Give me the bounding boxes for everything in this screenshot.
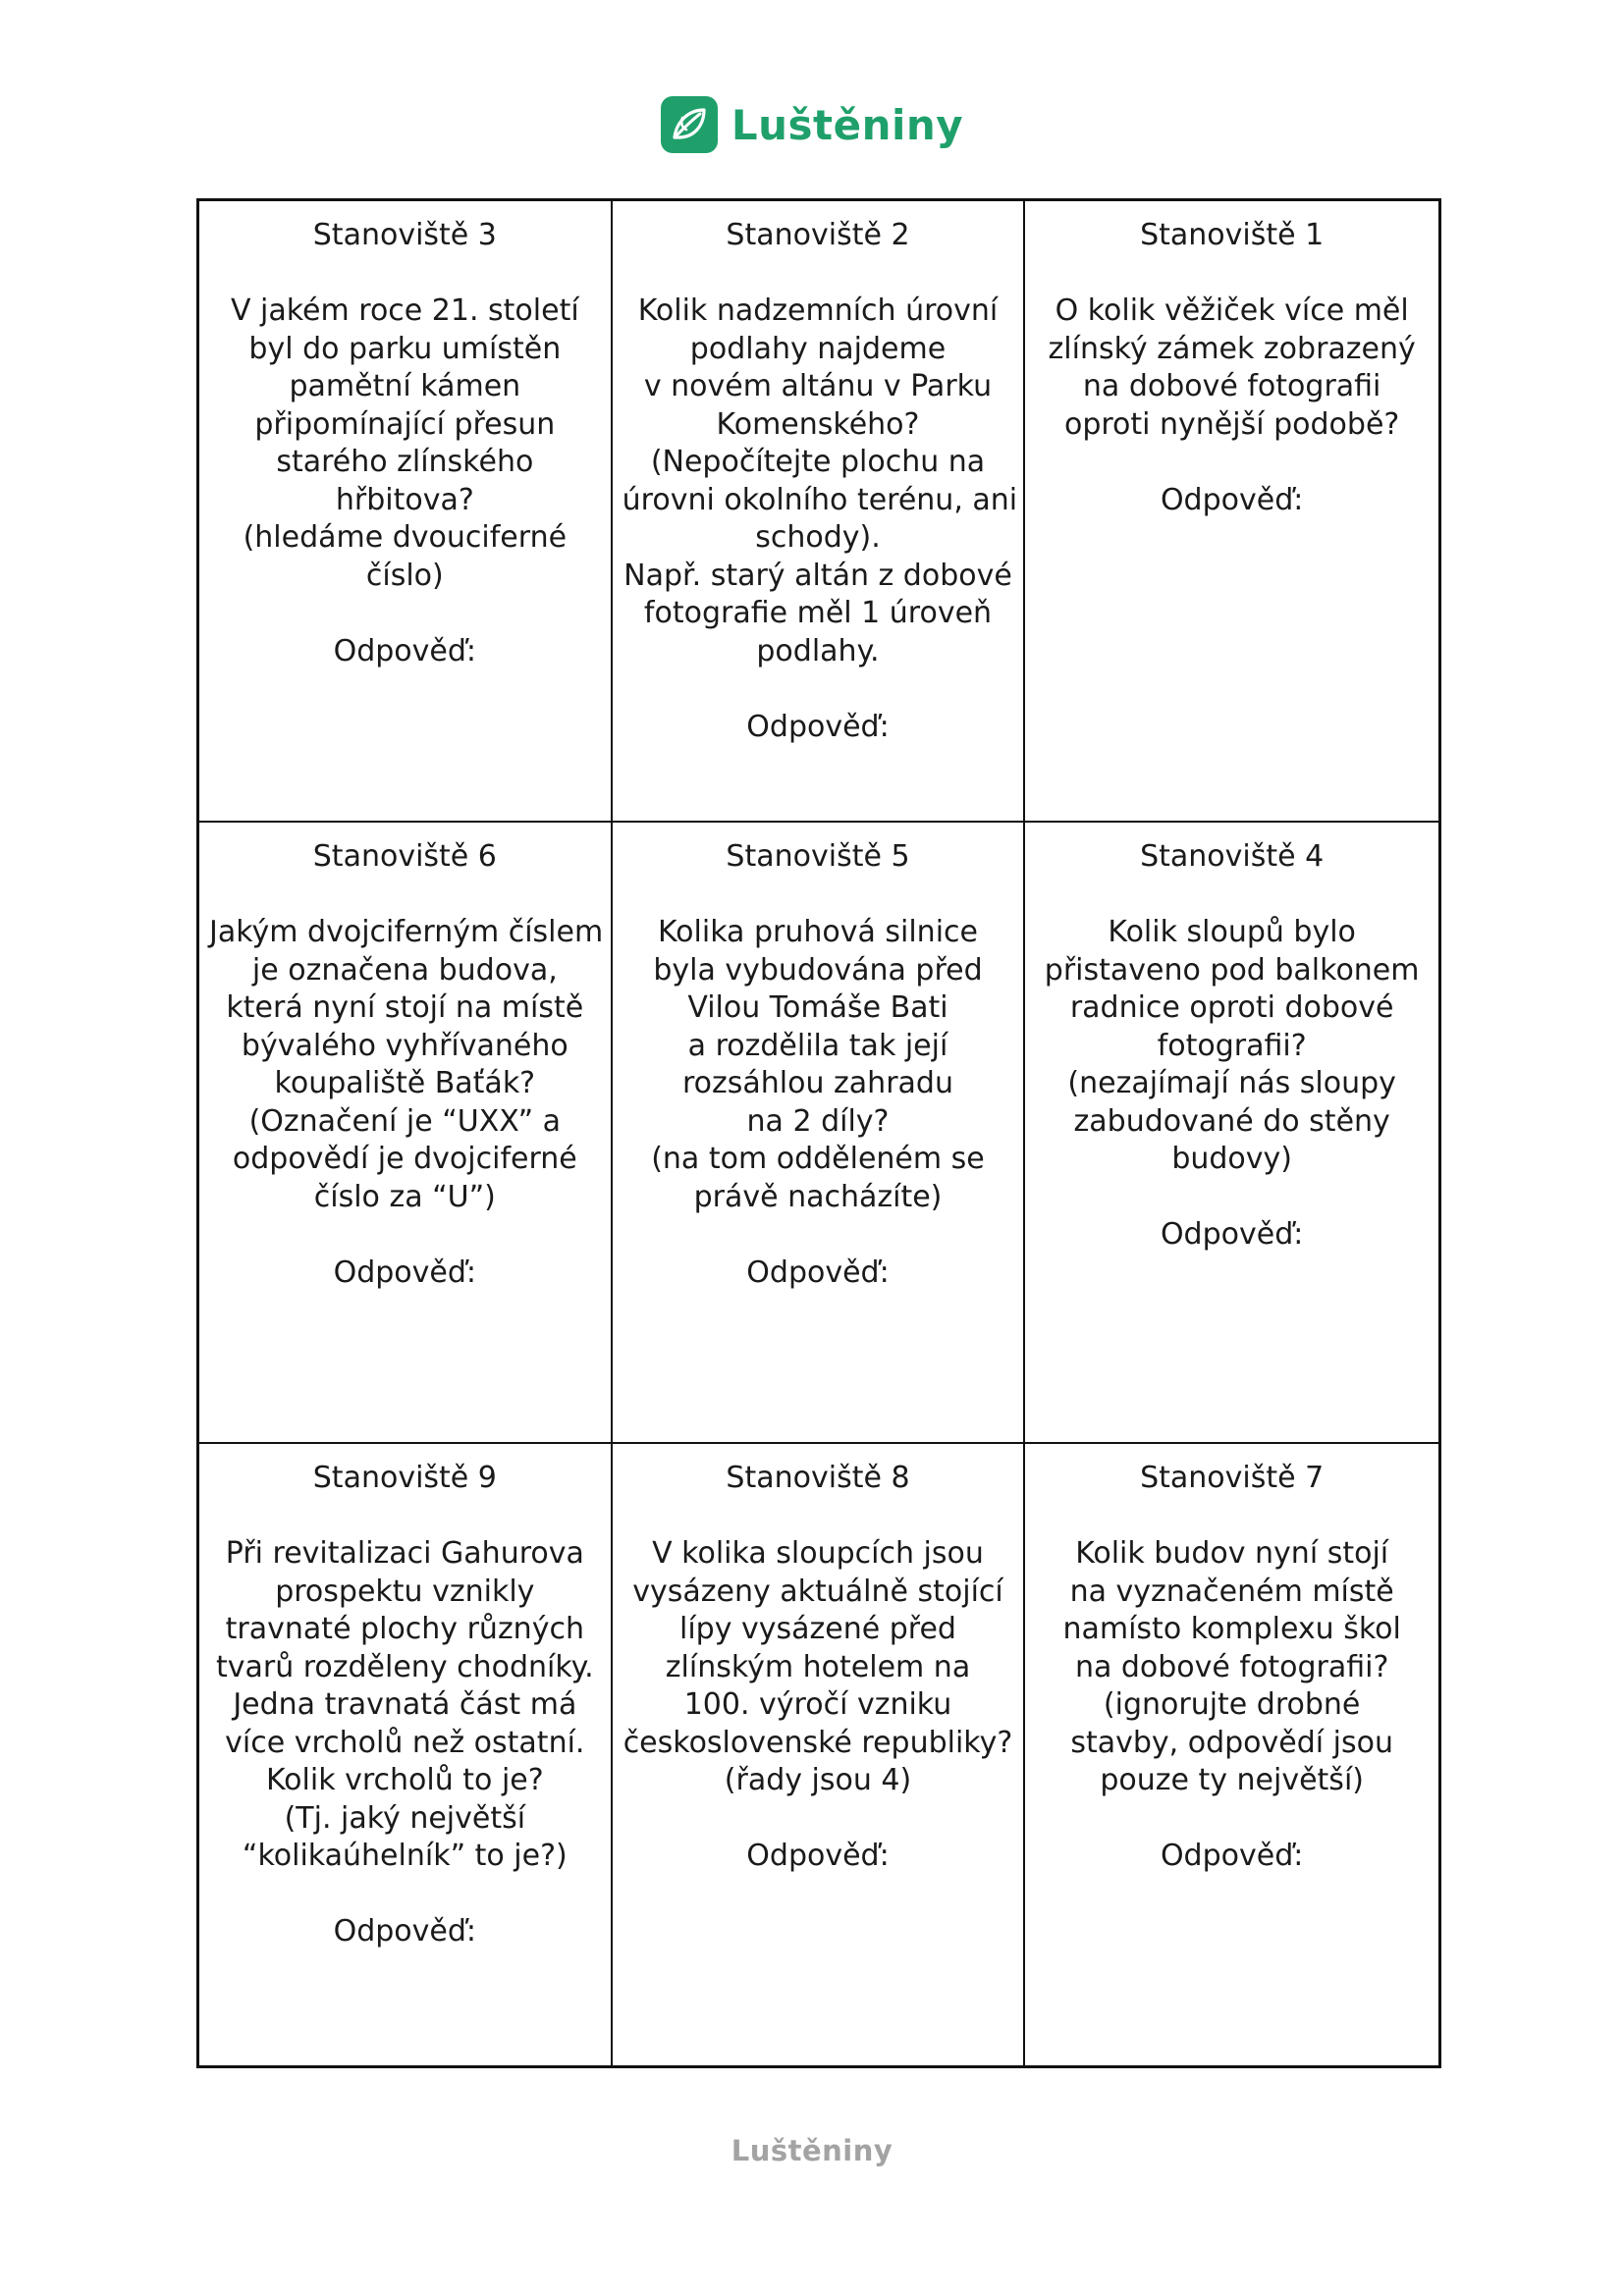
question-line: travnaté plochy různých (225, 1612, 584, 1646)
question-line: Např. starý altán z dobové (623, 558, 1012, 593)
question-line: číslo za “U”) (313, 1179, 496, 1214)
answer-label: Odpověď: (333, 633, 477, 668)
station-question (209, 914, 604, 1216)
question-line: připomínající přesun (254, 406, 556, 442)
question-line: Při revitalizaci Gahurova (225, 1536, 584, 1571)
question-line: Vilou Tomáše Bati (687, 990, 948, 1025)
question-line: více vrcholů než ostatní. (225, 1725, 585, 1760)
station-question (1035, 293, 1429, 444)
station-title: Stanoviště 1 (1140, 218, 1325, 252)
answer-label: Odpověď: (1160, 1217, 1304, 1252)
question-line: namísto komplexu škol (1062, 1612, 1401, 1646)
question-line: na vyznačeném místě (1069, 1574, 1394, 1609)
station-title: Stanoviště 7 (1140, 1461, 1325, 1495)
station-question (209, 1535, 601, 1876)
question-line: Kolik nadzemních úrovní (637, 294, 999, 328)
question-line: podlahy najdeme (689, 331, 947, 366)
question-line: radnice oproti dobové (1069, 990, 1394, 1025)
stations-grid (196, 198, 1441, 2068)
station-card (613, 201, 1026, 823)
question-line: a rozdělila tak její (687, 1028, 948, 1063)
station-question (623, 914, 1014, 1216)
question-line: přistaveno pod balkonem (1044, 952, 1420, 988)
question-line: na dobové fotografii? (1074, 1649, 1389, 1684)
question-line: (na tom odděleném se (651, 1142, 985, 1176)
question-line: která nyní stojí na místě (226, 990, 584, 1025)
footer-brand: Luštěniny (731, 2134, 893, 2167)
station-card (199, 823, 613, 1444)
question-line: Komenského? (716, 406, 920, 442)
question-line: zlínským hotelem na (665, 1649, 971, 1684)
question-line: podlahy. (756, 633, 880, 668)
station-title: Stanoviště 4 (1140, 839, 1325, 874)
brand-header (0, 96, 1624, 153)
question-line: Kolik sloupů bylo (1108, 915, 1356, 949)
question-line: (Označení je “UXX” a (248, 1103, 562, 1139)
station-title: Stanoviště 2 (726, 218, 910, 252)
question-line: stavby, odpovědí jsou (1070, 1725, 1393, 1760)
question-line: pamětní kámen (289, 369, 521, 403)
question-line: lípy vysázené před (679, 1612, 956, 1646)
leaf-logo-icon (661, 96, 718, 153)
question-line: zabudované do stěny (1073, 1103, 1390, 1139)
answer-label: Odpověď: (333, 1255, 477, 1290)
question-line: Kolika pruhová silnice (657, 915, 978, 949)
question-line: (Tj. jaký největší (284, 1800, 526, 1836)
answer-label: Odpověď: (746, 1255, 890, 1290)
question-line: prospektu vznikly (275, 1574, 535, 1609)
question-line: V kolika sloupcích jsou (652, 1536, 984, 1571)
question-line: (Nepočítejte plochu na (650, 445, 986, 479)
question-line: vysázeny aktuálně stojící (632, 1574, 1003, 1609)
question-line: je označena budova, (251, 952, 558, 988)
question-line: tvarů rozděleny chodníky. (215, 1649, 594, 1684)
station-card (199, 1444, 613, 2065)
station-card (613, 823, 1026, 1444)
question-line: byl do parku umístěn (248, 331, 562, 366)
question-line: 100. výročí vzniku (683, 1687, 952, 1722)
answer-label: Odpověď: (746, 709, 890, 744)
question-line: “kolikaúhelník” to je?) (242, 1839, 568, 1873)
question-line: (řady jsou 4) (724, 1763, 912, 1797)
question-line: bývalého vyhřívaného (241, 1028, 568, 1063)
station-question (1035, 1535, 1429, 1800)
question-line: na 2 díly? (746, 1103, 890, 1139)
station-question (1035, 914, 1429, 1179)
question-line: československé republiky? (623, 1725, 1013, 1760)
question-line: Kolik vrcholů to je? (266, 1763, 544, 1797)
station-card (199, 201, 613, 823)
station-question (622, 293, 1018, 670)
question-line: oproti nynější podobě? (1063, 406, 1400, 442)
question-line: O kolik věžiček více měl (1055, 294, 1409, 328)
station-card (1025, 1444, 1438, 2065)
question-line: V jakém roce 21. století (230, 294, 579, 328)
question-line: úrovni okolního terénu, ani (622, 482, 1018, 517)
station-title: Stanoviště 9 (312, 1461, 497, 1495)
question-line: (hledáme dvouciferné (243, 520, 568, 555)
brand-name: Luštěniny (731, 100, 964, 149)
question-line: byla vybudována před (653, 952, 983, 988)
station-title: Stanoviště 8 (726, 1461, 910, 1495)
leaf-logo-svg (661, 96, 718, 153)
station-title: Stanoviště 5 (726, 839, 910, 874)
question-line: koupaliště Baťák? (274, 1066, 536, 1100)
question-line: fotografie měl 1 úroveň (643, 596, 993, 630)
station-card (613, 1444, 1026, 2065)
answer-label: Odpověď: (1160, 482, 1304, 517)
answer-label: Odpověď: (333, 1914, 477, 1949)
question-line: hřbitova? (335, 482, 474, 517)
question-line: schody). (755, 520, 881, 555)
question-line: na dobové fotografii (1082, 369, 1381, 403)
question-line: (nezajímají nás sloupy (1067, 1066, 1396, 1100)
answer-label: Odpověď: (1160, 1839, 1304, 1873)
question-line: (ignorujte drobné (1103, 1687, 1361, 1722)
question-line: zlínský zámek zobrazený (1048, 331, 1416, 366)
question-line: fotografii? (1157, 1028, 1307, 1063)
question-line: právě nacházíte) (693, 1179, 943, 1214)
question-line: Jedna travnatá část má (233, 1687, 577, 1722)
question-line: rozsáhlou zahradu (682, 1066, 953, 1100)
station-question (209, 293, 601, 595)
question-line: Jakým dvojciferným číslem (209, 915, 604, 949)
question-line: starého zlínského (276, 445, 534, 479)
station-question (623, 1535, 1014, 1800)
station-card (1025, 201, 1438, 823)
station-card (1025, 823, 1438, 1444)
question-line: odpovědí je dvojciferné (232, 1142, 577, 1176)
question-line: číslo) (365, 558, 444, 593)
question-line: budovy) (1171, 1142, 1292, 1176)
answer-label: Odpověď: (746, 1839, 890, 1873)
station-title: Stanoviště 6 (312, 839, 497, 874)
question-line: Kolik budov nyní stojí (1075, 1536, 1389, 1571)
question-line: v novém altánu v Parku (643, 369, 993, 403)
question-line: pouze ty největší) (1100, 1763, 1364, 1797)
station-title: Stanoviště 3 (312, 218, 497, 252)
